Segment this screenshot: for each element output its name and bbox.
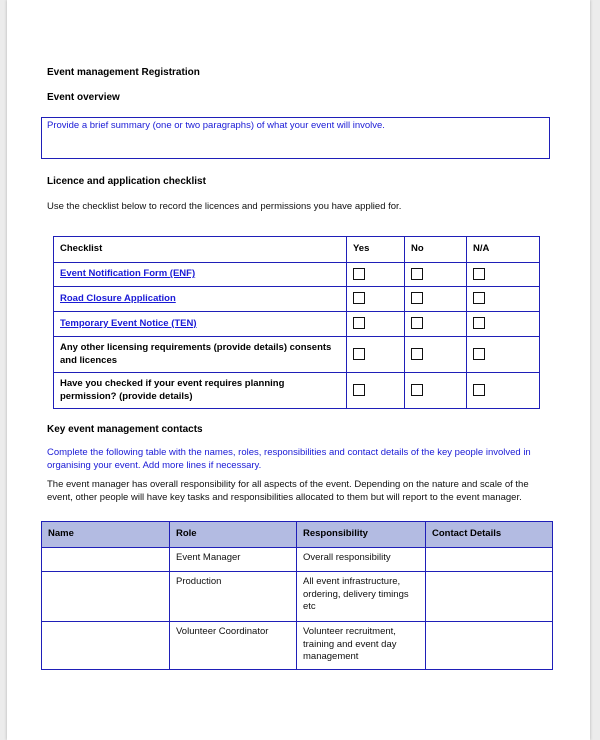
- name-cell[interactable]: [42, 572, 170, 622]
- contacts-header-row: [42, 522, 553, 548]
- contact-cell[interactable]: [426, 548, 553, 572]
- responsibility-cell: Volunteer recruitment, training and event day management: [297, 622, 426, 670]
- document-title: Event management Registration: [47, 67, 200, 78]
- event-overview-box[interactable]: [41, 117, 550, 159]
- enf-link[interactable]: Event Notification Form (ENF): [60, 268, 196, 280]
- road-closure-link[interactable]: Road Closure Application: [60, 292, 176, 304]
- planning-permission-label: Have you checked if your event requires planning permission? (provide details): [54, 373, 347, 409]
- role-cell: Volunteer Coordinator: [170, 622, 297, 670]
- checkbox-na[interactable]: [473, 384, 485, 396]
- col-yes: Yes: [347, 237, 405, 263]
- checkbox-na[interactable]: [473, 268, 485, 280]
- col-contact-details: Contact Details: [426, 522, 553, 548]
- checkbox-no[interactable]: [411, 292, 423, 304]
- checklist-row: [54, 287, 540, 312]
- role-cell: Production: [170, 572, 297, 622]
- contacts-row: [42, 572, 553, 622]
- responsibility-cell: All event infrastructure, ordering, delivery timings etc: [297, 572, 426, 622]
- checkbox-yes[interactable]: [353, 384, 365, 396]
- checkbox-no[interactable]: [411, 384, 423, 396]
- name-cell[interactable]: [42, 622, 170, 670]
- checklist-header-row: [54, 237, 540, 263]
- role-cell: Event Manager: [170, 548, 297, 572]
- contact-cell[interactable]: [426, 622, 553, 670]
- col-na: N/A: [467, 237, 540, 263]
- checklist-row: [54, 337, 540, 373]
- other-licensing-label: Any other licensing requirements (provide details) consents and licences: [54, 337, 347, 373]
- contacts-row: [42, 548, 553, 572]
- contacts-table: [41, 521, 553, 670]
- checkbox-no[interactable]: [411, 317, 423, 329]
- name-cell[interactable]: [42, 548, 170, 572]
- col-name: Name: [42, 522, 170, 548]
- checkbox-yes[interactable]: [353, 268, 365, 280]
- contacts-note: The event manager has overall responsibility for all aspects of the event. Depending on the nature and scale of the event, other people will have key tasks and responsibilities allocated to them but will report to the event manager.: [47, 479, 529, 503]
- checklist-row: [54, 263, 540, 287]
- checkbox-na[interactable]: [473, 317, 485, 329]
- checkbox-yes[interactable]: [353, 348, 365, 360]
- checkbox-yes[interactable]: [353, 317, 365, 329]
- checkbox-na[interactable]: [473, 348, 485, 360]
- checkbox-no[interactable]: [411, 268, 423, 280]
- event-overview-prompt: Provide a brief summary (one or two paragraphs) of what your event will involve.: [47, 120, 385, 131]
- licence-checklist-table: [53, 236, 540, 409]
- ten-link[interactable]: Temporary Event Notice (TEN): [60, 317, 197, 329]
- checklist-row: [54, 373, 540, 409]
- contacts-heading: Key event management contacts: [47, 424, 203, 435]
- checklist-row: [54, 312, 540, 337]
- col-role: Role: [170, 522, 297, 548]
- checkbox-na[interactable]: [473, 292, 485, 304]
- checkbox-yes[interactable]: [353, 292, 365, 304]
- event-overview-heading: Event overview: [47, 92, 120, 103]
- licence-intro: Use the checklist below to record the licences and permissions you have applied for.: [47, 201, 402, 212]
- contacts-instruction: Complete the following table with the names, roles, responsibilities and contact details of the key people involved in organising your event. Add more lines if necessary.: [47, 447, 531, 471]
- col-responsibility: Responsibility: [297, 522, 426, 548]
- col-no: No: [405, 237, 467, 263]
- document-page: [7, 0, 590, 740]
- responsibility-cell: Overall responsibility: [297, 548, 426, 572]
- checkbox-no[interactable]: [411, 348, 423, 360]
- contact-cell[interactable]: [426, 572, 553, 622]
- col-checklist: Checklist: [54, 237, 347, 263]
- contacts-row: [42, 622, 553, 670]
- licence-heading: Licence and application checklist: [47, 176, 206, 187]
